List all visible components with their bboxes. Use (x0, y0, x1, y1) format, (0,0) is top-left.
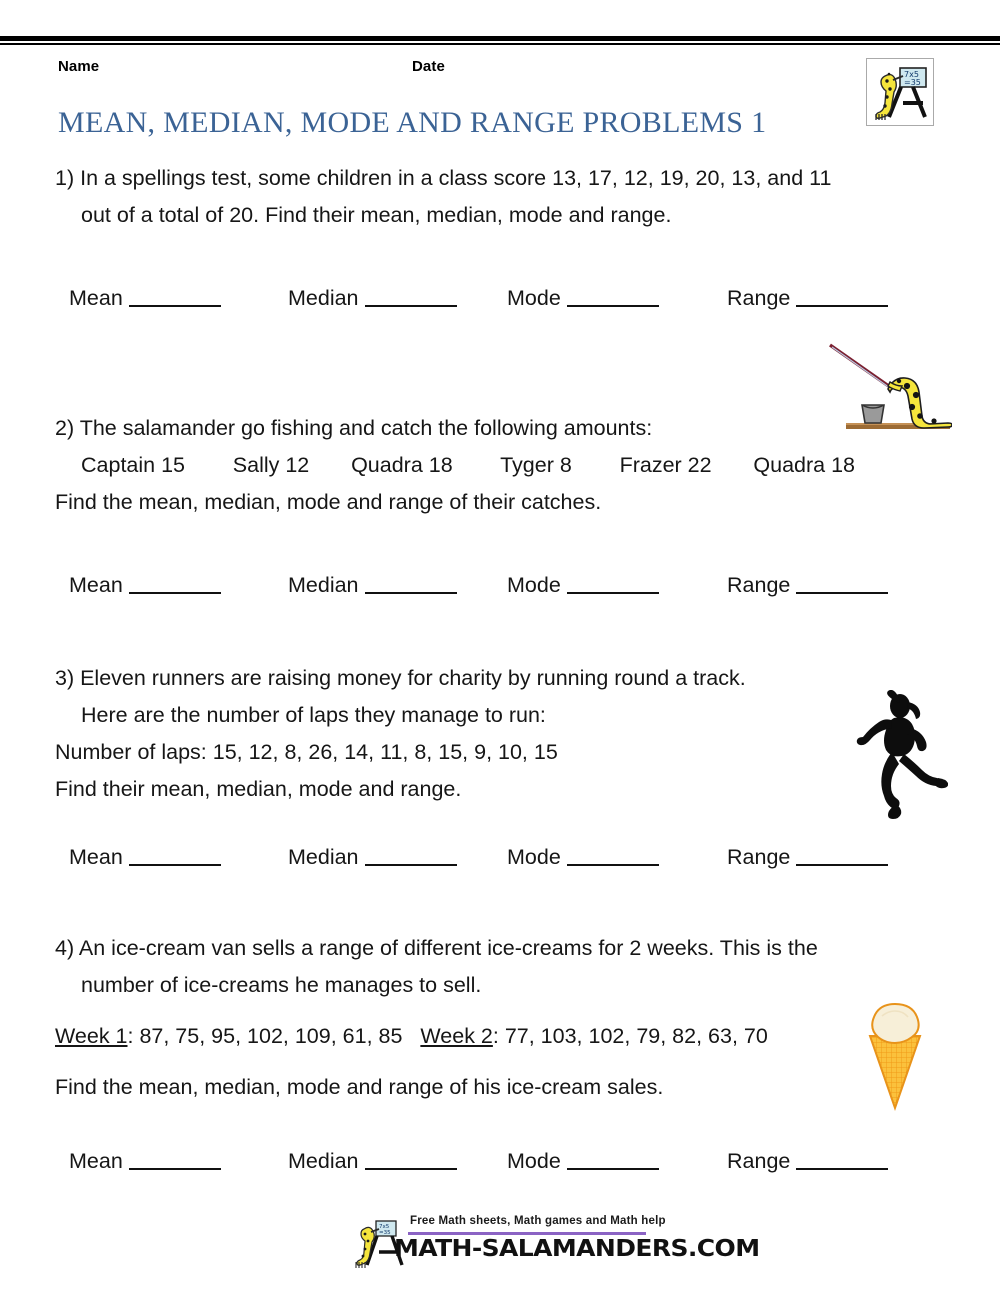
question-3-line-4: Find their mean, median, mode and range. (55, 777, 462, 801)
answer-label-mode: Mode (507, 286, 561, 310)
answer-label-range: Range (727, 845, 791, 869)
page-title: MEAN, MEDIAN, MODE AND RANGE PROBLEMS 1 (58, 106, 767, 139)
answer-slot-mode[interactable] (507, 845, 659, 870)
footer-tagline: Free Math sheets, Math games and Math help (410, 1215, 666, 1227)
answer-slot-range[interactable] (727, 1149, 888, 1174)
answer-blank-median[interactable] (365, 846, 457, 866)
answer-slot-mode[interactable] (507, 286, 659, 311)
question-2-catch-list: Captain 15 Sally 12 Quadra 18 Tyger 8 Frazer 22 Quadra 18 (81, 453, 855, 477)
answer-label-mode: Mode (507, 845, 561, 869)
answer-blank-mean[interactable] (129, 846, 221, 866)
question-3-laps-data: Number of laps: 15, 12, 8, 26, 14, 11, 8, 15, 9, 10, 15 (55, 740, 558, 764)
answer-slot-median[interactable] (288, 1149, 457, 1174)
answer-row-1 (55, 286, 945, 316)
answer-blank-mean[interactable] (129, 1150, 221, 1170)
answer-slot-median[interactable] (288, 845, 457, 870)
answer-blank-range[interactable] (796, 846, 888, 866)
fishing-salamander-icon (828, 343, 952, 433)
answer-label-mean: Mean (69, 286, 123, 310)
question-2 (55, 410, 935, 521)
answer-blank-mean[interactable] (129, 574, 221, 594)
answer-row-3 (55, 845, 945, 875)
week-2-values: : 77, 103, 102, 79, 82, 63, 70 (492, 1024, 768, 1048)
name-field-label: Name (58, 58, 100, 75)
runner-icon (842, 690, 948, 820)
header-divider (0, 36, 1000, 45)
answer-label-range: Range (727, 573, 791, 597)
answer-label-mode: Mode (507, 1149, 561, 1173)
answer-label-median: Median (288, 286, 359, 310)
answer-blank-mode[interactable] (567, 1150, 659, 1170)
footer-site-wordmark[interactable]: MATH-SALAMANDERS.COM (394, 1235, 760, 1262)
week-1-values: : 87, 75, 95, 102, 109, 61, 85 (127, 1024, 421, 1048)
svg-text:=35: =35 (379, 1230, 391, 1236)
answer-slot-mean[interactable] (69, 845, 221, 870)
answer-blank-median[interactable] (365, 287, 457, 307)
question-4-line-2: number of ice-creams he manages to sell. (81, 973, 482, 997)
ice-cream-cone-artwork (856, 1002, 934, 1112)
answer-label-mean: Mean (69, 845, 123, 869)
answer-slot-mean[interactable] (69, 1149, 221, 1174)
question-1 (55, 160, 935, 234)
question-4-line-1: 4) An ice-cream van sells a range of different ice-creams for 2 weeks. This is the (55, 936, 818, 960)
math-salamanders-logo (866, 58, 934, 126)
answer-blank-range[interactable] (796, 1150, 888, 1170)
date-field-label: Date (412, 58, 445, 75)
answer-label-range: Range (727, 1149, 791, 1173)
answer-blank-median[interactable] (365, 1150, 457, 1170)
answer-row-2 (55, 573, 945, 603)
question-4-line-4: Find the mean, median, mode and range of his ice-cream sales. (55, 1075, 664, 1099)
ice-cream-cone-icon (856, 1002, 934, 1112)
answer-label-median: Median (288, 1149, 359, 1173)
question-4-spacer (55, 1004, 935, 1018)
answer-label-mode: Mode (507, 573, 561, 597)
question-4-spacer-2 (55, 1055, 935, 1069)
answer-blank-mode[interactable] (567, 574, 659, 594)
answer-blank-median[interactable] (365, 574, 457, 594)
answer-blank-mean[interactable] (129, 287, 221, 307)
question-1-line-1: 1) In a spellings test, some children in a class score 13, 17, 12, 19, 20, 13, and 11 (55, 166, 832, 190)
question-4-weeks-data (55, 1018, 935, 1055)
answer-slot-mode[interactable] (507, 573, 659, 598)
answer-blank-mode[interactable] (567, 287, 659, 307)
answer-slot-mode[interactable] (507, 1149, 659, 1174)
question-3-line-1: 3) Eleven runners are raising money for charity by running round a track. (55, 666, 746, 690)
question-2-line-3: Find the mean, median, mode and range of their catches. (55, 490, 602, 514)
svg-text:7x5: 7x5 (379, 1224, 390, 1230)
answer-slot-range[interactable] (727, 573, 888, 598)
fishing-salamander-artwork (828, 343, 952, 433)
header-divider-thin (0, 43, 1000, 45)
question-1-line-2: out of a total of 20. Find their mean, median, mode and range. (81, 203, 672, 227)
answer-label-mean: Mean (69, 573, 123, 597)
answer-slot-median[interactable] (288, 573, 457, 598)
answer-blank-range[interactable] (796, 574, 888, 594)
answer-blank-mode[interactable] (567, 846, 659, 866)
answer-slot-median[interactable] (288, 286, 457, 311)
answer-blank-range[interactable] (796, 287, 888, 307)
runner-silhouette-artwork (842, 690, 948, 820)
question-3-line-2: Here are the number of laps they manage to run: (81, 703, 546, 727)
week-2-label: Week 2 (420, 1024, 493, 1048)
question-2-line-1: 2) The salamander go fishing and catch the following amounts: (55, 416, 653, 440)
answer-slot-range[interactable] (727, 845, 888, 870)
answer-label-median: Median (288, 845, 359, 869)
logo-artwork (867, 59, 933, 125)
board-equation-line2: =35 (904, 78, 921, 87)
question-3 (55, 660, 935, 808)
answer-slot-mean[interactable] (69, 286, 221, 311)
answer-row-4 (55, 1149, 945, 1179)
answer-slot-mean[interactable] (69, 573, 221, 598)
footer-branding[interactable] (352, 1213, 760, 1279)
worksheet-header (0, 58, 1000, 84)
board-equation-line1: 7x5 (904, 70, 919, 79)
answer-label-range: Range (727, 286, 791, 310)
week-1-label: Week 1 (55, 1024, 128, 1048)
answer-label-mean: Mean (69, 1149, 123, 1173)
question-4 (55, 930, 935, 1106)
answer-label-median: Median (288, 573, 359, 597)
answer-slot-range[interactable] (727, 286, 888, 311)
